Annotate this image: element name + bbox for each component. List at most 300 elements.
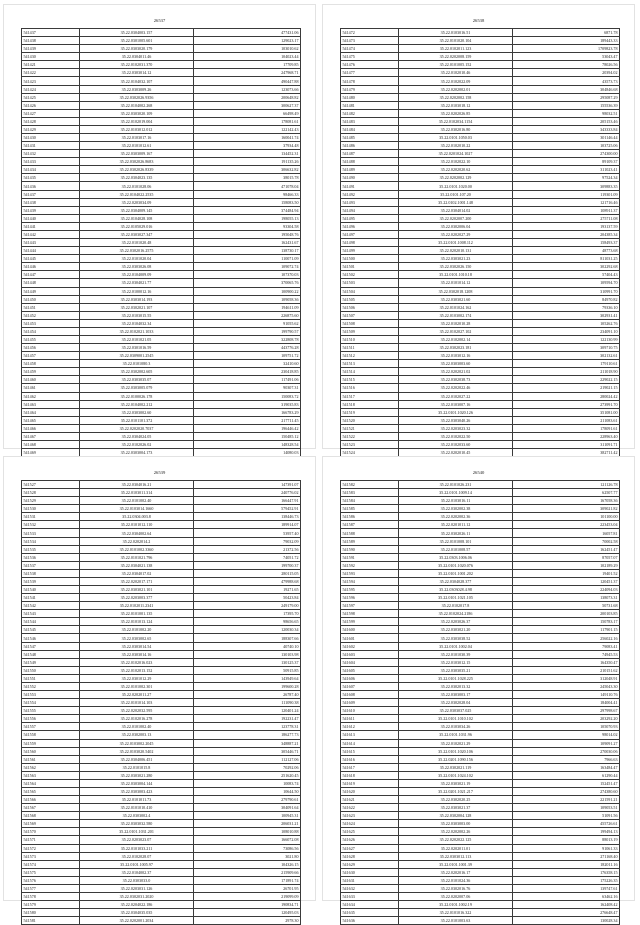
row-id-cell: 541447 — [22, 271, 80, 279]
table-row — [22, 537, 301, 545]
amount-cell: 195048.76 — [194, 230, 301, 238]
table-row — [341, 804, 620, 812]
amount-cell: 150783.17 — [513, 618, 620, 626]
table-row — [22, 553, 301, 561]
amount-cell: 217711.45 — [194, 416, 301, 424]
code-cell: 35.22.0101.1050.03 — [399, 134, 513, 142]
row-id-cell: 541597 — [341, 602, 399, 610]
table-row — [22, 505, 301, 513]
code-cell: 35.22.0104002.212 — [80, 400, 194, 408]
amount-cell: 120451.37 — [513, 577, 620, 585]
row-id-cell: 541634 — [341, 901, 399, 909]
table-row — [341, 909, 620, 917]
code-cell: 35.22.0302004.128 — [399, 812, 513, 820]
code-cell: 35.22.0102022.10 — [399, 158, 513, 166]
row-id-cell: 541523 — [341, 440, 399, 448]
code-cell: 35.22.0101002.20 — [80, 626, 194, 634]
table-row — [341, 610, 620, 618]
amount-cell: 97524.34 — [513, 174, 620, 182]
row-id-cell: 541440 — [22, 214, 80, 222]
row-id-cell: 541613 — [341, 731, 399, 739]
amount-cell: 16057.81 — [513, 529, 620, 537]
code-cell: 35.22.0102026.02 — [80, 440, 194, 448]
row-id-cell: 541563 — [22, 771, 80, 779]
table-row — [22, 158, 301, 166]
row-id-cell: 541608 — [341, 691, 399, 699]
table-row — [22, 763, 301, 771]
row-id-cell: 541540 — [22, 586, 80, 594]
table-row — [22, 424, 301, 432]
table-row — [341, 255, 620, 263]
amount-cell: 148328.54 — [194, 440, 301, 448]
table-row — [22, 691, 301, 699]
table-row — [341, 642, 620, 650]
amount-cell: 91061.33 — [513, 844, 620, 852]
table-row — [341, 836, 620, 844]
code-cell: 35.22.0302021.107 — [80, 303, 194, 311]
amount-cell: 275711.08 — [513, 214, 620, 222]
code-cell: 35.22.0101016.322 — [399, 909, 513, 917]
table-row — [22, 303, 301, 311]
amount-cell: 160041.74 — [194, 134, 301, 142]
amount-cell: 119301.09 — [513, 190, 620, 198]
code-cell: 35.22.0104009.09 — [80, 271, 194, 279]
amount-cell: 121716.46 — [513, 198, 620, 206]
amount-cell: 280115.05 — [194, 569, 301, 577]
amount-cell: 150083.72 — [194, 392, 301, 400]
table-row — [22, 594, 301, 602]
amount-cell: 104326.15 — [194, 860, 301, 868]
amount-cell: 122142.43 — [194, 125, 301, 133]
code-cell: 35.22.0102021.1033 — [80, 327, 194, 335]
row-id-cell: 541630 — [341, 868, 399, 876]
table-row — [341, 214, 620, 222]
row-id-cell: 541476 — [341, 61, 399, 69]
amount-cell: 297998.67 — [513, 707, 620, 715]
row-id-cell: 541521 — [341, 424, 399, 432]
row-id-cell: 541501 — [341, 263, 399, 271]
row-id-cell: 541588 — [341, 529, 399, 537]
row-id-cell: 541524 — [341, 449, 399, 457]
table-row — [341, 779, 620, 787]
row-id-cell: 541430 — [22, 134, 80, 142]
table-row — [341, 158, 620, 166]
amount-cell: 130125.37 — [194, 658, 301, 666]
code-cell: 35.22.0304021.77 — [80, 279, 194, 287]
code-cell: 35.22.0303033.0 — [80, 876, 194, 884]
table-row — [341, 109, 620, 117]
row-id-cell: 541507 — [341, 311, 399, 319]
row-id-cell: 541632 — [341, 884, 399, 892]
table-row — [22, 69, 301, 77]
code-cell: 35.22.0101.1020.00 — [399, 182, 513, 190]
code-cell: 35.22.0101033.211 — [80, 844, 194, 852]
row-id-cell: 541511 — [341, 344, 399, 352]
row-id-cell: 541520 — [341, 416, 399, 424]
amount-cell: 1709823.78 — [513, 45, 620, 53]
amount-cell: 200648.82 — [194, 93, 301, 101]
row-id-cell: 541580 — [22, 909, 80, 917]
code-cell: 35.22.0101.1024.102 — [399, 771, 513, 779]
table-row — [341, 287, 620, 295]
row-id-cell: 541603 — [341, 650, 399, 658]
row-id-cell: 541493 — [341, 198, 399, 206]
code-cell: 35.22.0102016.023 — [80, 658, 194, 666]
row-id-cell: 541621 — [341, 796, 399, 804]
row-id-cell: 541573 — [22, 852, 80, 860]
amount-cell: 178081.61 — [194, 117, 301, 125]
code-cell: 35.22.0101011.73 — [80, 796, 194, 804]
code-cell: 35.22.0303009.26 — [80, 85, 194, 93]
amount-cell: 112127.06 — [194, 755, 301, 763]
table-row — [341, 247, 620, 255]
amount-cell: 117491.06 — [194, 376, 301, 384]
code-cell: 35.22.0101013.124 — [80, 618, 194, 626]
amount-cell: 234091.10 — [513, 327, 620, 335]
amount-cell: 152451.47 — [513, 779, 620, 787]
row-id-cell: 541485 — [341, 134, 399, 142]
table-row — [22, 440, 301, 448]
amount-cell: 302292.68 — [513, 263, 620, 271]
table-row — [22, 93, 301, 101]
table-row — [341, 707, 620, 715]
code-cell: 35.22.0101021.796 — [80, 553, 194, 561]
code-cell: 35.22.0303014.12 — [80, 69, 194, 77]
amount-cell: 37934.48 — [194, 142, 301, 150]
amount-cell: 176358.15 — [513, 868, 620, 876]
row-id-cell: 541453 — [22, 319, 80, 327]
code-cell: 35.22.0101.1031.96 — [399, 731, 513, 739]
amount-cell: 105262.76 — [513, 319, 620, 327]
table-row — [22, 400, 301, 408]
table-row — [22, 666, 301, 674]
table-row — [22, 190, 301, 198]
code-cell: 35.22.0303002.60 — [80, 408, 194, 416]
code-cell: 35.22.0101020.04 — [80, 255, 194, 263]
table-row — [22, 206, 301, 214]
table-row — [341, 739, 620, 747]
table-row — [341, 497, 620, 505]
code-cell: 35.22.0202021.02 — [399, 368, 513, 376]
table-row — [22, 723, 301, 731]
amount-cell: 138073.31 — [513, 594, 620, 602]
amount-cell: 26701.95 — [194, 884, 301, 892]
amount-cell: 53957.40 — [194, 529, 301, 537]
amount-cell: 256022.16 — [513, 634, 620, 642]
amount-cell: 211083.61 — [513, 416, 620, 424]
table-row — [22, 101, 301, 109]
code-cell: 35.22.0303021.37 — [399, 804, 513, 812]
code-cell: 35.22.0104028.108 — [80, 214, 194, 222]
code-cell: 35.22.0304023.135 — [80, 174, 194, 182]
row-id-cell: 541561 — [22, 755, 80, 763]
amount-cell: 304091.64 — [194, 804, 301, 812]
code-cell: 35.22.0202020.7037 — [80, 424, 194, 432]
table-row — [22, 812, 301, 820]
amount-cell: 223453.04 — [513, 521, 620, 529]
amount-cell: 301146.44 — [513, 134, 620, 142]
amount-cell: 206031.21 — [194, 820, 301, 828]
code-cell: 35.22.0101.1002.04 — [399, 642, 513, 650]
code-cell: 35.22.0302018.1208 — [399, 287, 513, 295]
row-id-cell: 541627 — [341, 844, 399, 852]
code-cell: 35.22.0302002.38 — [399, 505, 513, 513]
table-row — [341, 715, 620, 723]
row-id-cell: 541474 — [341, 45, 399, 53]
amount-cell: 199700.37 — [194, 561, 301, 569]
row-id-cell: 541541 — [22, 594, 80, 602]
table-row — [341, 335, 620, 343]
table-row — [341, 691, 620, 699]
amount-cell: 162408.42 — [513, 901, 620, 909]
amount-cell: 110071.09 — [194, 255, 301, 263]
amount-cell: 50915.85 — [194, 666, 301, 674]
page-number: 26539 — [153, 470, 166, 475]
row-id-cell: 541602 — [341, 642, 399, 650]
data-table — [21, 480, 301, 925]
table-row — [22, 796, 301, 804]
amount-cell: 10083.74 — [194, 779, 301, 787]
code-cell: 35.22.0303021.20 — [399, 626, 513, 634]
data-table — [21, 28, 301, 473]
document-page — [3, 4, 316, 456]
row-id-cell: 541586 — [341, 513, 399, 521]
code-cell: 35.22.0303003.17 — [399, 691, 513, 699]
amount-cell: 143949.64 — [194, 674, 301, 682]
amount-cell: 579452.91 — [194, 505, 301, 513]
row-id-cell: 541502 — [341, 271, 399, 279]
table-row — [341, 650, 620, 658]
row-id-cell: 541568 — [22, 812, 80, 820]
code-cell: 35.22.0304017.02 — [80, 569, 194, 577]
table-row — [22, 699, 301, 707]
row-id-cell: 541458 — [22, 360, 80, 368]
amount-cell: 43573.73 — [513, 77, 620, 85]
amount-cell: 247968.71 — [194, 69, 301, 77]
amount-cell: 219099.09 — [194, 892, 301, 900]
amount-cell: 63462.16 — [513, 892, 620, 900]
table-row — [22, 642, 301, 650]
amount-cell: 164350.47 — [513, 658, 620, 666]
table-row — [341, 400, 620, 408]
amount-cell: 108010.88 — [194, 828, 301, 836]
row-id-cell: 541527 — [22, 481, 80, 489]
table-row — [22, 311, 301, 319]
amount-cell: 382711.42 — [513, 449, 620, 457]
table-row — [341, 222, 620, 230]
code-cell: 35.22.0303035.21 — [399, 666, 513, 674]
row-id-cell: 541483 — [341, 117, 399, 125]
row-id-cell: 541450 — [22, 295, 80, 303]
table-row — [22, 529, 301, 537]
code-cell: 35.22.0103012.16 — [399, 352, 513, 360]
table-row — [22, 876, 301, 884]
amount-cell: 14080.03 — [194, 449, 301, 457]
amount-cell: 79083.41 — [513, 642, 620, 650]
table-row — [22, 77, 301, 85]
table-row — [22, 602, 301, 610]
amount-cell: 32410.60 — [194, 360, 301, 368]
code-cell: 35.22.0102022.50 — [399, 432, 513, 440]
amount-cell: 139747.61 — [513, 884, 620, 892]
table-row — [341, 117, 620, 125]
table-row — [22, 279, 301, 287]
amount-cell: 19271.65 — [194, 586, 301, 594]
table-row — [341, 319, 620, 327]
row-id-cell: 541464 — [22, 408, 80, 416]
code-cell: 35.22.0203034.09 — [80, 198, 194, 206]
row-id-cell: 541591 — [341, 553, 399, 561]
code-cell: 35.22.0101.1031.201 — [80, 828, 194, 836]
table-row — [341, 561, 620, 569]
amount-cell: 38015.78 — [194, 174, 301, 182]
code-cell: 35.22.0202002.26 — [399, 828, 513, 836]
code-cell: 35.22.0101014.103 — [80, 699, 194, 707]
table-row — [22, 263, 301, 271]
row-id-cell: 541481 — [341, 101, 399, 109]
table-row — [22, 45, 301, 53]
table-row — [341, 481, 620, 489]
amount-cell: 167058.36 — [513, 497, 620, 505]
page-number: 26538 — [472, 18, 485, 23]
code-cell: 35.22.0101002.40 — [80, 497, 194, 505]
code-cell: 35.22.0202016.17 — [399, 868, 513, 876]
table-row — [22, 787, 301, 795]
table-row — [341, 634, 620, 642]
code-cell: 35.22.0202001.2034 — [80, 917, 194, 925]
row-id-cell: 541626 — [341, 836, 399, 844]
table-row — [22, 868, 301, 876]
row-id-cell: 541560 — [22, 747, 80, 755]
amount-cell: 101100.00 — [513, 513, 620, 521]
code-cell: 35.22.0303035.07 — [80, 376, 194, 384]
table-row — [22, 368, 301, 376]
amount-cell: 319035.83 — [194, 400, 301, 408]
row-id-cell: 541422 — [22, 69, 80, 77]
row-id-cell: 541469 — [22, 449, 80, 457]
amount-cell: 188307.66 — [194, 634, 301, 642]
row-id-cell: 541614 — [341, 739, 399, 747]
row-id-cell: 541438 — [22, 198, 80, 206]
row-id-cell: 541547 — [22, 642, 80, 650]
code-cell: 35.22.0101005.152 — [399, 61, 513, 69]
code-cell: 35.22.0302038.73 — [399, 376, 513, 384]
table-row — [22, 166, 301, 174]
row-id-cell: 541484 — [341, 125, 399, 133]
code-cell: 35.22.0102027.102 — [399, 327, 513, 335]
code-cell: 35.22.0101.1008.112 — [399, 239, 513, 247]
amount-cell: 343333.84 — [513, 125, 620, 133]
amount-cell: 219021.15 — [513, 384, 620, 392]
row-id-cell: 541619 — [341, 779, 399, 787]
row-id-cell: 541513 — [341, 360, 399, 368]
table-row — [341, 682, 620, 690]
table-row — [22, 53, 301, 61]
row-id-cell: 541593 — [341, 569, 399, 577]
code-cell: 35.22.0304.003.8 — [80, 513, 194, 521]
amount-cell: 134452.31 — [194, 150, 301, 158]
row-id-cell: 541616 — [341, 755, 399, 763]
code-cell: 35.22.0104032.107 — [80, 77, 194, 85]
code-cell: 35.22.0202022.46 — [399, 384, 513, 392]
amount-cell: 215909.66 — [194, 868, 301, 876]
amount-cell: 175226.35 — [513, 876, 620, 884]
amount-cell: 103010.62 — [194, 45, 301, 53]
amount-cell: 21372.56 — [194, 545, 301, 553]
code-cell: 35.22.0100012.16 — [80, 287, 194, 295]
row-id-cell: 541475 — [341, 53, 399, 61]
amount-cell: 26787.40 — [194, 691, 301, 699]
table-row — [22, 134, 301, 142]
code-cell: 35.22.0101.1002.19 — [399, 901, 513, 909]
row-id-cell: 541622 — [341, 804, 399, 812]
row-id-cell: 541430 — [22, 53, 80, 61]
code-cell: 35.22.0102011.123 — [399, 45, 513, 53]
row-id-cell: 541466 — [22, 424, 80, 432]
row-id-cell: 541486 — [341, 142, 399, 150]
code-cell: 35.22.0101.1021.105 — [399, 594, 513, 602]
amount-cell: 310991.70 — [513, 287, 620, 295]
row-id-cell: 541610 — [341, 707, 399, 715]
table-row — [22, 222, 301, 230]
code-cell: 35.22.0202020.62 — [399, 166, 513, 174]
amount-cell: 199494.13 — [513, 828, 620, 836]
row-id-cell: 541426 — [22, 101, 80, 109]
amount-cell: 471078.04 — [194, 182, 301, 190]
table-row — [341, 545, 620, 553]
table-row — [341, 311, 620, 319]
code-cell: 35.22.0304021.138 — [80, 561, 194, 569]
amount-cell: 171891.74 — [194, 876, 301, 884]
row-id-cell: 541537 — [22, 561, 80, 569]
amount-cell: 351081.00 — [513, 408, 620, 416]
code-cell: 35.22.0101002.40 — [80, 723, 194, 731]
code-cell: 35.22.0303014.16 — [80, 650, 194, 658]
amount-cell: 221591.21 — [513, 796, 620, 804]
row-id-cell: 541425 — [22, 93, 80, 101]
table-row — [341, 892, 620, 900]
amount-cell: 309021.82 — [513, 505, 620, 513]
row-id-cell: 541528 — [22, 489, 80, 497]
amount-cell: 280024.42 — [513, 392, 620, 400]
row-id-cell: 541512 — [341, 352, 399, 360]
amount-cell: 229022.15 — [513, 376, 620, 384]
row-id-cell: 541436 — [22, 182, 80, 190]
page-number: 26537 — [153, 18, 166, 23]
amount-cell: 300627.37 — [194, 101, 301, 109]
amount-cell: 7966.63 — [513, 755, 620, 763]
amount-cell: 184004.41 — [513, 699, 620, 707]
amount-cell: 200103.85 — [513, 610, 620, 618]
table-row — [341, 190, 620, 198]
code-cell: 35.22.0203023.07 — [80, 836, 194, 844]
table-row — [22, 174, 301, 182]
row-id-cell: 541443 — [22, 239, 80, 247]
code-cell: 35.22.0303027.347 — [80, 230, 194, 238]
table-row — [22, 634, 301, 642]
code-cell: 35.22.0201.1021.217 — [399, 787, 513, 795]
table-row — [341, 553, 620, 561]
row-id-cell: 541509 — [341, 327, 399, 335]
code-cell: 35.22.0103012.012 — [80, 125, 194, 133]
amount-cell: 149110.76 — [513, 691, 620, 699]
table-row — [22, 586, 301, 594]
data-table — [340, 480, 620, 925]
amount-cell: 186277.73 — [194, 731, 301, 739]
table-row — [341, 602, 620, 610]
amount-cell: 304846.68 — [513, 85, 620, 93]
table-row — [341, 594, 620, 602]
